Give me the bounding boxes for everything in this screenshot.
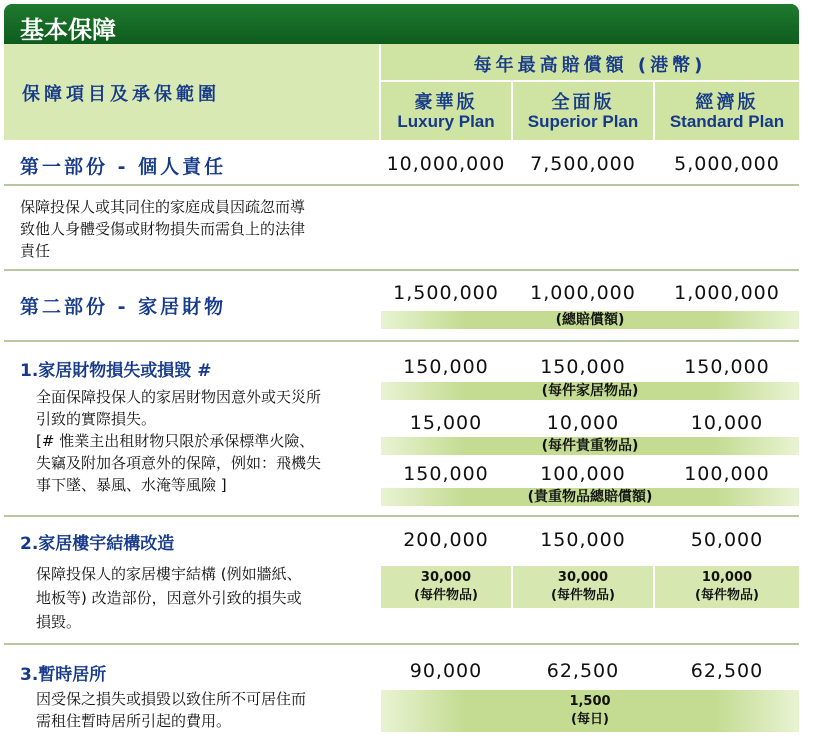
desc-line: 地板等) 改造部份，因意外引致的損失或 [36,589,302,607]
item1-row3-luxury: 150,000 [403,463,489,485]
item1-row1-luxury: 150,000 [403,356,489,378]
plan-header-standard [655,82,799,140]
desc-line: 責任 [20,242,51,260]
desc-line: 致他人身體受傷或財物損失而需負上的法律 [20,220,306,238]
item1-note3-band [381,488,799,506]
part2-note-band [381,311,799,329]
divider [4,184,799,186]
item1-row2-luxury: 15,000 [409,412,483,434]
desc-line: 保障投保人或其同住的家庭成員因疏忽而導 [20,198,306,216]
item1-note2-band [381,437,799,455]
item1-row2-superior: 10,000 [546,412,620,434]
desc-line: 引致的實際損失。 [36,410,157,428]
plan-luxury-en: Luxury Plan [397,112,495,131]
divider [4,515,799,517]
coverage-header-cell [4,44,379,140]
item1-row3-superior: 100,000 [540,463,626,485]
title-bar [4,4,799,44]
item1-note2: (每件貴重物品) [541,438,639,454]
desc-line: 保障投保人的家居樓宇結構 (例如牆紙、 [36,565,302,583]
item3-superior-value: 62,500 [546,660,620,682]
sub-amount: 10,000 [701,570,753,585]
desc-line: 失竊及附加各項意外的保障，例如：飛機失 [36,454,322,472]
plan-standard-zh: 經濟版 [695,92,759,113]
part1-label: 第一部份 - 個人責任 [20,156,227,178]
item1-note3: (貴重物品總賠償額) [527,489,653,505]
item2-sub-luxury [381,566,511,608]
item2-superior-value: 150,000 [540,529,626,551]
sub-amount: 30,000 [420,570,472,585]
item2-sub-superior [513,566,653,608]
sub-unit: (每日) [571,712,609,727]
part1-luxury-value: 10,000,000 [386,153,506,175]
item1-row3-standard: 100,000 [684,463,770,485]
part1-description [20,196,380,262]
sub-amount: 30,000 [557,570,609,585]
sub-amount: 1,500 [569,694,611,709]
plan-superior-zh: 全面版 [551,92,615,113]
item3-title: 3.暫時居所 [20,665,107,685]
part2-note: (總賠償額) [555,312,625,328]
item1-description [36,386,381,496]
part2-superior-value: 1,000,000 [530,282,636,304]
part2-luxury-value: 1,500,000 [393,282,499,304]
divider [4,269,799,271]
plan-superior-en: Superior Plan [527,112,639,131]
part2-standard-value: 1,000,000 [674,282,780,304]
item1-row1-superior: 150,000 [540,356,626,378]
item2-luxury-value: 200,000 [403,529,489,551]
plan-luxury-zh: 豪華版 [414,92,478,113]
coverage-header-label: 保障項目及承保範圍 [22,84,220,105]
divider [4,340,799,342]
desc-line: [# 惟業主出租財物只限於承保標準火險、 [36,432,315,450]
plan-standard-en: Standard Plan [669,112,785,131]
desc-line: 全面保障投保人的家居財物因意外或天災所 [36,388,322,406]
item2-standard-value: 50,000 [690,529,764,551]
item2-sub-standard [655,566,799,608]
sub-unit: (每件物品) [414,588,478,603]
item3-luxury-value: 90,000 [409,660,483,682]
sub-unit: (每件物品) [551,588,615,603]
plan-header-luxury [381,82,511,140]
part2-label: 第二部份 - 家居財物 [20,296,227,318]
divider [4,643,799,645]
max-amount-label: 每年最高賠償額 (港幣) [473,55,707,76]
desc-line: 需租住暫時居所引起的費用。 [36,712,232,730]
desc-line: 損毀。 [36,613,82,631]
item1-note1: (每件家居物品) [541,383,639,399]
item1-title: 1.家居財物損失或損毀 # [20,361,212,381]
item3-sub-band [381,690,799,732]
desc-line: 因受保之損失或損毀以致住所不可居住而 [36,690,307,708]
desc-line: 事下墜、暴風、水淹等風險 ] [36,476,227,494]
max-amount-header [381,44,799,80]
part1-superior-value: 7,500,000 [530,153,636,175]
item3-description [36,688,381,732]
item2-title: 2.家居樓宇結構改造 [20,534,175,554]
page-title: 基本保障 [20,16,116,44]
item1-note1-band [381,382,799,400]
item1-row1-standard: 150,000 [684,356,770,378]
item2-description [36,562,381,634]
sub-unit: (每件物品) [695,588,759,603]
item3-standard-value: 62,500 [690,660,764,682]
part1-standard-value: 5,000,000 [674,153,780,175]
plan-header-superior [513,82,653,140]
item1-row2-standard: 10,000 [690,412,764,434]
